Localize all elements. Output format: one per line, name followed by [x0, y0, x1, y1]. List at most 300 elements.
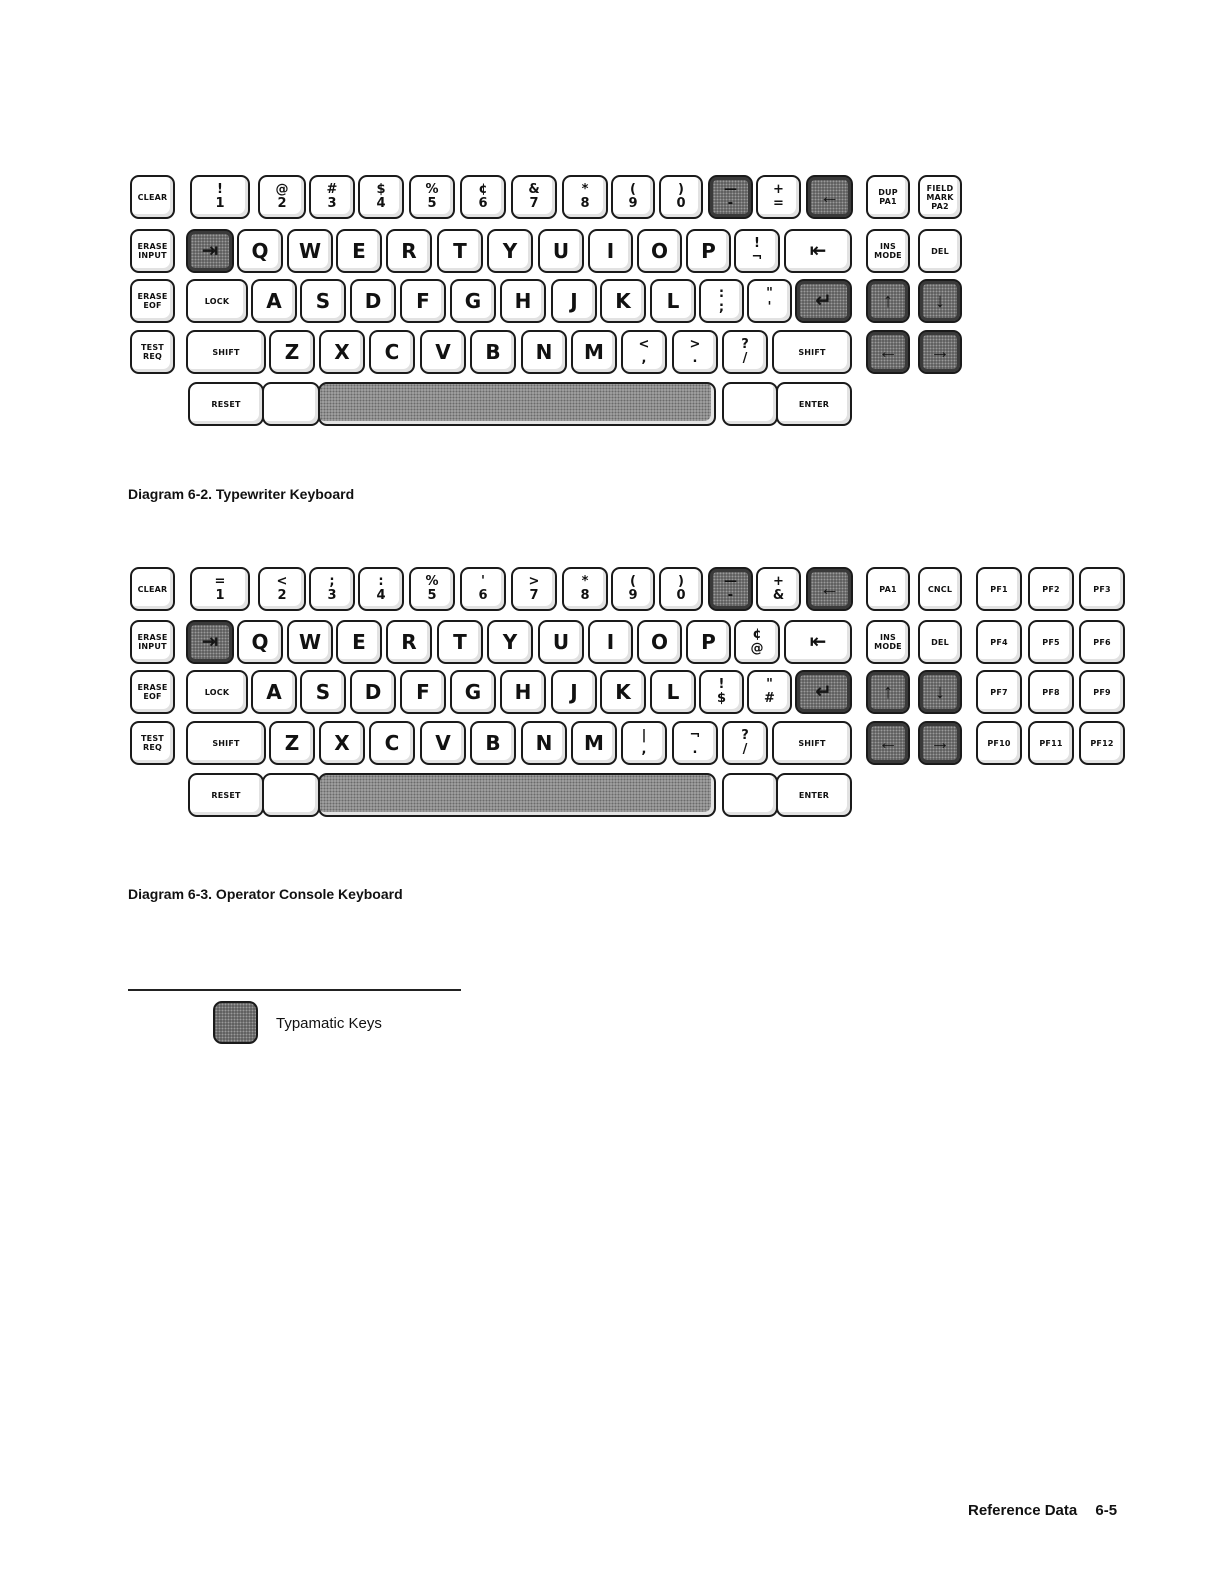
key-upper-symbol: ): [678, 574, 684, 589]
key-newline-arrow[interactable]: [795, 670, 852, 714]
key-y[interactable]: [487, 620, 533, 664]
key-g[interactable]: [450, 670, 496, 714]
key-shift[interactable]: [186, 721, 266, 765]
key-lower-symbol: -: [727, 588, 734, 603]
key-l[interactable]: [650, 670, 696, 714]
left-arrow-icon: ←: [878, 732, 898, 754]
key-upper-symbol: ": [766, 677, 773, 692]
key-lower-symbol: 9: [628, 196, 638, 211]
footer-page-number: 6-5: [1095, 1502, 1118, 1519]
key-tab-arrow[interactable]: [186, 620, 234, 664]
backspace-arrow-icon: ←: [819, 578, 840, 600]
key-letter: E: [352, 630, 366, 654]
backtab-arrow-icon: ⇤: [809, 631, 827, 653]
key-upper-symbol: !: [754, 236, 760, 251]
key-symbol[interactable]: [621, 330, 667, 374]
key-shift[interactable]: [772, 721, 852, 765]
key-backtab-arrow[interactable]: [784, 229, 852, 273]
key-2[interactable]: [258, 175, 306, 219]
key--[interactable]: [708, 175, 753, 219]
key-5[interactable]: [409, 175, 455, 219]
key-pf3[interactable]: [1079, 567, 1125, 611]
key-y[interactable]: [487, 229, 533, 273]
key-label: PF5: [1042, 637, 1060, 647]
key-lower-symbol: 5: [427, 196, 437, 211]
key-upper-symbol: ¢: [478, 182, 488, 197]
key-erase-input[interactable]: [130, 229, 175, 273]
key-label: FIELD MARK PA2: [926, 183, 954, 211]
key-u[interactable]: [538, 229, 584, 273]
key-v[interactable]: [420, 330, 466, 374]
key-lower-symbol: /: [742, 742, 748, 757]
key-symbol[interactable]: [756, 175, 801, 219]
key-label: SHIFT: [212, 738, 240, 748]
key-blank-left[interactable]: [262, 773, 320, 817]
key-g[interactable]: [450, 279, 496, 323]
key-j[interactable]: [551, 670, 597, 714]
key-shift[interactable]: [772, 330, 852, 374]
key-letter: M: [584, 731, 604, 755]
key-label: LOCK: [204, 687, 230, 697]
key--[interactable]: [708, 567, 753, 611]
newline-arrow-icon: ↵: [815, 681, 832, 703]
key-pf9[interactable]: [1079, 670, 1125, 714]
key-e[interactable]: [336, 229, 382, 273]
key-label: PF2: [1042, 584, 1060, 594]
key-symbol[interactable]: [699, 279, 744, 323]
key-h[interactable]: [500, 279, 546, 323]
key-symbol[interactable]: [722, 330, 768, 374]
key-6[interactable]: [460, 567, 506, 611]
key-upper-symbol: ¢: [752, 627, 762, 642]
key-symbol[interactable]: [734, 229, 780, 273]
key-label: PF8: [1042, 687, 1060, 697]
key-lower-symbol: ': [767, 300, 772, 315]
key-letter: G: [464, 680, 482, 704]
key-2[interactable]: [258, 567, 306, 611]
key-pf11[interactable]: [1028, 721, 1074, 765]
key-letter: G: [464, 289, 482, 313]
key-s[interactable]: [300, 670, 346, 714]
key-label: PF11: [1039, 738, 1063, 748]
key-j[interactable]: [551, 279, 597, 323]
key-letter: J: [570, 680, 578, 704]
key-upper-symbol: ;: [329, 574, 335, 589]
key-pf2[interactable]: [1028, 567, 1074, 611]
key-pf12[interactable]: [1079, 721, 1125, 765]
key-blank-right[interactable]: [722, 382, 778, 426]
key-right-arrow[interactable]: [918, 330, 962, 374]
backtab-arrow-icon: ⇤: [809, 240, 827, 262]
key-label: PF4: [990, 637, 1008, 647]
key-label: DEL: [931, 246, 949, 256]
key-backspace-arrow[interactable]: [806, 175, 853, 219]
key-m[interactable]: [571, 721, 617, 765]
key-backtab-arrow[interactable]: [784, 620, 852, 664]
tab-arrow-icon: ⇥: [201, 631, 219, 653]
key-symbol[interactable]: [699, 670, 744, 714]
key-r[interactable]: [386, 620, 432, 664]
key-lower-symbol: 1: [215, 588, 225, 603]
key-clear[interactable]: [130, 175, 175, 219]
key-label: RESET: [211, 790, 241, 800]
key-7[interactable]: [511, 175, 557, 219]
key-x[interactable]: [319, 721, 365, 765]
right-arrow-icon: →: [930, 341, 950, 363]
key-symbol[interactable]: [747, 670, 792, 714]
key-w[interactable]: [287, 229, 333, 273]
key-label: PF7: [990, 687, 1008, 697]
key-label: ERASE INPUT: [137, 633, 168, 651]
key-cncl[interactable]: [918, 567, 962, 611]
key-letter: H: [514, 680, 532, 704]
key-z[interactable]: [269, 721, 315, 765]
key-space-bar[interactable]: [318, 773, 716, 817]
key-enter[interactable]: [776, 773, 852, 817]
key-letter: F: [416, 680, 430, 704]
key-upper-symbol: =: [214, 574, 226, 589]
key-n[interactable]: [521, 330, 567, 374]
key-lower-symbol: 0: [676, 196, 686, 211]
key-down-arrow[interactable]: [918, 670, 962, 714]
key-del[interactable]: [918, 620, 962, 664]
key-k[interactable]: [600, 670, 646, 714]
key-9[interactable]: [611, 567, 655, 611]
key-upper-symbol: !: [217, 182, 223, 197]
key-letter: U: [552, 239, 570, 263]
key-letter: W: [298, 630, 322, 654]
key-0[interactable]: [659, 567, 703, 611]
key-s[interactable]: [300, 279, 346, 323]
key-letter: R: [401, 239, 417, 263]
key-r[interactable]: [386, 229, 432, 273]
key-upper-symbol: ?: [741, 337, 749, 352]
key-5[interactable]: [409, 567, 455, 611]
key-space-bar[interactable]: [318, 382, 716, 426]
key-backspace-arrow[interactable]: [806, 567, 853, 611]
key-w[interactable]: [287, 620, 333, 664]
key-upper-symbol: *: [581, 574, 589, 589]
key-pf1[interactable]: [976, 567, 1022, 611]
key-6[interactable]: [460, 175, 506, 219]
key-4[interactable]: [358, 567, 404, 611]
key-erase-eof[interactable]: [130, 670, 175, 714]
tab-arrow-icon: ⇥: [201, 240, 219, 262]
key-label: TEST REQ: [141, 343, 164, 361]
key-lower-symbol: .: [692, 742, 698, 757]
key-f[interactable]: [400, 670, 446, 714]
key-label: ENTER: [798, 399, 830, 409]
key-symbol[interactable]: [747, 279, 792, 323]
key-ins-mode[interactable]: [866, 620, 910, 664]
key-upper-symbol: (: [630, 574, 636, 589]
key-label: ERASE INPUT: [137, 242, 168, 260]
key-t[interactable]: [437, 620, 483, 664]
key-lower-symbol: $: [716, 691, 727, 706]
key-label: INS MODE: [874, 633, 902, 651]
key-letter: S: [315, 680, 331, 704]
key-label: ERASE EOF: [137, 292, 168, 310]
key-label: CLEAR: [137, 584, 168, 594]
key-upper-symbol: >: [528, 574, 540, 589]
key-8[interactable]: [562, 175, 608, 219]
key-b[interactable]: [470, 330, 516, 374]
key-lower-symbol: 8: [580, 588, 590, 603]
key-lower-symbol: ,: [641, 351, 647, 366]
key-upper-symbol: %: [425, 574, 439, 589]
key-d[interactable]: [350, 279, 396, 323]
key-m[interactable]: [571, 330, 617, 374]
key-pf7[interactable]: [976, 670, 1022, 714]
key-i[interactable]: [588, 620, 633, 664]
key-upper-symbol: +: [773, 574, 784, 589]
key-n[interactable]: [521, 721, 567, 765]
key-l[interactable]: [650, 279, 696, 323]
key-letter: C: [384, 731, 400, 755]
key-q[interactable]: [237, 620, 283, 664]
key-left-arrow[interactable]: [866, 330, 910, 374]
key-k[interactable]: [600, 279, 646, 323]
key-p[interactable]: [686, 620, 731, 664]
key-pf6[interactable]: [1079, 620, 1125, 664]
key-down-arrow[interactable]: [918, 279, 962, 323]
key-up-arrow[interactable]: [866, 670, 910, 714]
key-c[interactable]: [369, 330, 415, 374]
key-letter: Z: [284, 731, 300, 755]
key-pf4[interactable]: [976, 620, 1022, 664]
key-letter: P: [701, 630, 716, 654]
key-clear[interactable]: [130, 567, 175, 611]
key-d[interactable]: [350, 670, 396, 714]
key-letter: T: [453, 239, 467, 263]
key-test-req[interactable]: [130, 721, 175, 765]
down-arrow-icon: ↓: [935, 290, 945, 312]
key-lower-symbol: ;: [718, 300, 725, 315]
page-footer: [968, 1502, 1117, 1519]
key-label: RESET: [211, 399, 241, 409]
key-label: PF10: [987, 738, 1011, 748]
key-symbol[interactable]: [734, 620, 780, 664]
key-o[interactable]: [637, 620, 682, 664]
key-p[interactable]: [686, 229, 731, 273]
key-enter[interactable]: [776, 382, 852, 426]
key-field-mark-pa2[interactable]: [918, 175, 962, 219]
key-label: CLEAR: [137, 192, 168, 202]
key-8[interactable]: [562, 567, 608, 611]
key-upper-symbol: :: [718, 286, 725, 301]
key-upper-symbol: ": [766, 286, 773, 301]
key-lower-symbol: .: [692, 351, 698, 366]
key-letter: R: [401, 630, 417, 654]
key-letter: Q: [251, 630, 269, 654]
key-label: PA1: [879, 584, 897, 594]
key-letter: O: [650, 630, 668, 654]
key-q[interactable]: [237, 229, 283, 273]
key-label: PF12: [1090, 738, 1114, 748]
key-test-req[interactable]: [130, 330, 175, 374]
key-lower-symbol: 7: [529, 196, 539, 211]
key-z[interactable]: [269, 330, 315, 374]
key-letter: A: [266, 289, 282, 313]
key-lower-symbol: ¬: [751, 250, 763, 265]
key-v[interactable]: [420, 721, 466, 765]
key-lower-symbol: 6: [478, 196, 488, 211]
key-upper-symbol: !: [718, 677, 725, 692]
newline-arrow-icon: ↵: [815, 290, 832, 312]
key-letter: K: [615, 289, 631, 313]
key-i[interactable]: [588, 229, 633, 273]
key-e[interactable]: [336, 620, 382, 664]
key-letter: V: [435, 731, 451, 755]
key-upper-symbol: ¬: [689, 728, 701, 743]
right-arrow-icon: →: [930, 732, 950, 754]
key-lower-symbol: 2: [277, 196, 287, 211]
key-letter: I: [606, 239, 615, 263]
key-lower-symbol: 3: [327, 196, 337, 211]
key-letter: V: [435, 340, 451, 364]
key-upper-symbol: %: [425, 182, 439, 197]
key-1[interactable]: [190, 175, 250, 219]
key-lower-symbol: /: [742, 351, 748, 366]
key-ins-mode[interactable]: [866, 229, 910, 273]
key-lock[interactable]: [186, 670, 248, 714]
key-b[interactable]: [470, 721, 516, 765]
key-del[interactable]: [918, 229, 962, 273]
key-lower-symbol: 3: [327, 588, 337, 603]
key-4[interactable]: [358, 175, 404, 219]
key-letter: X: [334, 340, 350, 364]
key-u[interactable]: [538, 620, 584, 664]
key-upper-symbol: —: [724, 574, 737, 589]
key-label: SHIFT: [798, 347, 826, 357]
left-arrow-icon: ←: [878, 341, 898, 363]
key-letter: U: [552, 630, 570, 654]
key-lower-symbol: 2: [277, 588, 287, 603]
key-f[interactable]: [400, 279, 446, 323]
key-left-arrow[interactable]: [866, 721, 910, 765]
key-symbol[interactable]: [722, 721, 768, 765]
key-label: TEST REQ: [141, 734, 164, 752]
typamatic-legend-swatch: [213, 1001, 258, 1044]
key-symbol[interactable]: [621, 721, 667, 765]
key-label: PF1: [990, 584, 1008, 594]
key-9[interactable]: [611, 175, 655, 219]
key-letter: N: [535, 731, 553, 755]
key-lower-symbol: 7: [529, 588, 539, 603]
key-newline-arrow[interactable]: [795, 279, 852, 323]
key-lock[interactable]: [186, 279, 248, 323]
key-a[interactable]: [251, 279, 297, 323]
up-arrow-icon: ↑: [883, 681, 893, 703]
key-letter: L: [666, 680, 680, 704]
key-blank-left[interactable]: [262, 382, 320, 426]
key-upper-symbol: &: [528, 182, 540, 197]
key-dup-pa1[interactable]: [866, 175, 910, 219]
key-symbol[interactable]: [672, 330, 718, 374]
key-a[interactable]: [251, 670, 297, 714]
key-letter: H: [514, 289, 532, 313]
key-letter: T: [453, 630, 467, 654]
key-letter: O: [650, 239, 668, 263]
key-upper-symbol: ': [481, 574, 485, 589]
key-lower-symbol: @: [750, 641, 764, 656]
key-x[interactable]: [319, 330, 365, 374]
key-c[interactable]: [369, 721, 415, 765]
footer-section: Reference Data: [968, 1502, 1078, 1519]
key-lower-symbol: -: [727, 196, 734, 211]
key-letter: B: [485, 731, 501, 755]
key-o[interactable]: [637, 229, 682, 273]
key-pa1[interactable]: [866, 567, 910, 611]
key-letter: I: [606, 630, 615, 654]
key-shift[interactable]: [186, 330, 266, 374]
key-symbol[interactable]: [756, 567, 801, 611]
key-t[interactable]: [437, 229, 483, 273]
key-upper-symbol: +: [773, 182, 784, 197]
key-letter: L: [666, 289, 680, 313]
key-label: PF9: [1093, 687, 1111, 697]
key-lower-symbol: 9: [628, 588, 638, 603]
key-symbol[interactable]: [672, 721, 718, 765]
key-letter: J: [570, 289, 578, 313]
key-pf10[interactable]: [976, 721, 1022, 765]
key-letter: D: [364, 680, 382, 704]
key-tab-arrow[interactable]: [186, 229, 234, 273]
key-1[interactable]: [190, 567, 250, 611]
key-pf8[interactable]: [1028, 670, 1074, 714]
key-reset[interactable]: [188, 382, 264, 426]
key-letter: C: [384, 340, 400, 364]
key-letter: F: [416, 289, 430, 313]
key-letter: N: [535, 340, 553, 364]
key-label: CNCL: [927, 584, 953, 594]
key-0[interactable]: [659, 175, 703, 219]
down-arrow-icon: ↓: [935, 681, 945, 703]
key-7[interactable]: [511, 567, 557, 611]
key-letter: Q: [251, 239, 269, 263]
key-3[interactable]: [309, 175, 355, 219]
key-erase-eof[interactable]: [130, 279, 175, 323]
key-letter: S: [315, 289, 331, 313]
key-lower-symbol: &: [772, 588, 785, 603]
key-lower-symbol: 6: [478, 588, 488, 603]
key-letter: D: [364, 289, 382, 313]
key-lower-symbol: 5: [427, 588, 437, 603]
key-right-arrow[interactable]: [918, 721, 962, 765]
key-letter: K: [615, 680, 631, 704]
key-upper-symbol: (: [630, 182, 636, 197]
key-up-arrow[interactable]: [866, 279, 910, 323]
key-lower-symbol: ,: [641, 742, 647, 757]
key-lower-symbol: #: [764, 691, 775, 706]
key-upper-symbol: >: [689, 337, 701, 352]
key-reset[interactable]: [188, 773, 264, 817]
key-h[interactable]: [500, 670, 546, 714]
key-lower-symbol: 4: [376, 588, 386, 603]
key-lower-symbol: 8: [580, 196, 590, 211]
key-3[interactable]: [309, 567, 355, 611]
key-pf5[interactable]: [1028, 620, 1074, 664]
key-erase-input[interactable]: [130, 620, 175, 664]
key-letter: Y: [502, 239, 518, 263]
key-letter: X: [334, 731, 350, 755]
key-lower-symbol: 4: [376, 196, 386, 211]
key-label: PF3: [1093, 584, 1111, 594]
diagram-6-3-caption: Diagram 6-3. Operator Console Keyboard: [128, 886, 403, 902]
key-label: ENTER: [798, 790, 830, 800]
key-letter: M: [584, 340, 604, 364]
key-blank-right[interactable]: [722, 773, 778, 817]
